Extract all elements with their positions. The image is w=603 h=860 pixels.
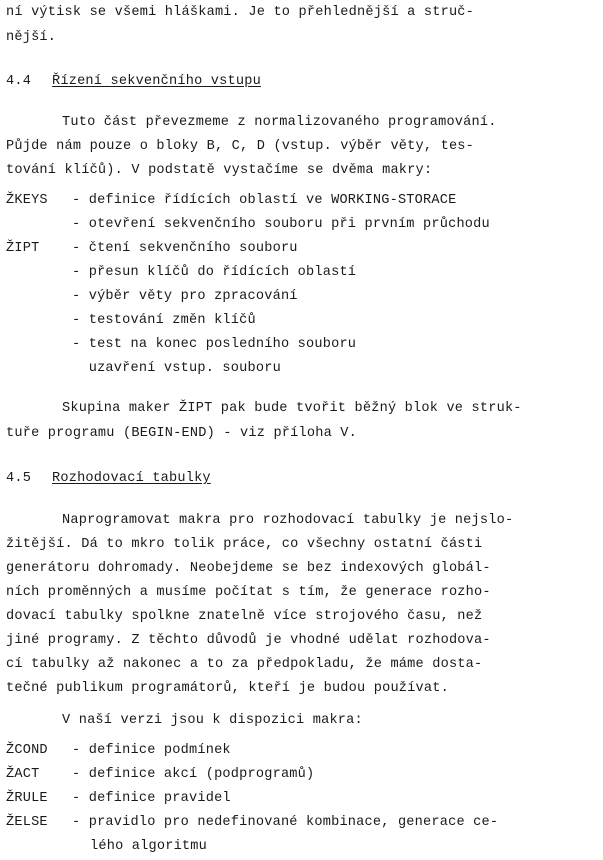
section-44-para-line-2: Půjde nám pouze o bloky B, C, D (vstup. výběr věty, tes- [6,139,475,154]
macro-keys-item-1: - definice řídících oblastí ve WORKING-STORACE [72,193,457,208]
macro-ipt-item-1: - čtení sekvenčního souboru [72,241,298,256]
section-45-para-line-3: generátoru dohromady. Neobejdeme se bez indexových globál- [6,561,491,576]
section-45-para-line-1: Naprogramovat makra pro rozhodovací tabulky je nejslo- [62,513,514,528]
macro-cond-desc: - definice podmínek [72,743,231,758]
section-45-para-line-4: ních proměnných a musíme počítat s tím, že generace rozho- [6,585,491,600]
macro-ipt-name: ŽIPT [6,241,40,256]
macro-ipt-item-3: - výběr věty pro zpracování [72,289,298,304]
macro-ipt-item-5: - test na konec posledního souboru [72,337,357,352]
macro-cond-name: ŽCOND [6,743,48,758]
section-45-lead: V naší verzi jsou k dispozici makra: [62,713,363,728]
section-44-para-line-1: Tuto část převezmeme z normalizovaného programování. [62,115,497,130]
section-45-para-line-7: cí tabulky až nakonec a to za předpokladu, že máme dosta- [6,657,483,672]
macro-ipt-item-4: - testování změn klíčů [72,313,256,328]
macro-act-desc: - definice akcí (podprogramů) [72,767,315,782]
section-44-para-line-3: tování klíčů). V podstatě vystačíme se dvěma makry: [6,163,433,178]
section-45-para-line-8: tečné publikum programátorů, kteří je budou používat. [6,681,449,696]
macro-else-desc: - pravidlo pro nedefinované kombinace, generace ce- [72,815,499,830]
macro-act-name: ŽACT [6,767,40,782]
macro-rule-desc: - definice pravidel [72,791,231,806]
macro-ipt-item-6: uzavření vstup. souboru [72,361,281,376]
section-45-para-line-6: jiné programy. Z těchto důvodů je vhodné udělat rozhodova- [6,633,491,648]
section-45-number: 4.5 [6,471,32,486]
intro-line-1: ní výtisk se všemi hláškami. Je to přehlednější a struč- [6,5,475,20]
macro-keys-item-2: - otevření sekvenčního souboru při prvním průchodu [72,217,490,232]
macro-keys-name: ŽKEYS [6,193,48,208]
section-44-summary-line-1: Skupina maker ŽIPT pak bude tvořit běžný blok ve struk- [62,401,522,416]
macro-else-desc-continued: lého algoritmu [90,839,208,854]
macro-ipt-item-2: - přesun klíčů do řídících oblastí [72,265,357,280]
macro-rule-name: ŽRULE [6,791,48,806]
section-44-summary-line-2: tuře programu (BEGIN-END) - viz příloha V. [6,426,358,441]
section-44-title: Řízení sekvenčního vstupu [52,74,261,89]
section-45-para-line-5: dovací tabulky spolkne znatelně více strojového času, než [6,609,483,624]
section-45-para-line-2: žitější. Dá to mkro tolik práce, co všechny ostatní části [6,537,483,552]
section-45-title: Rozhodovací tabulky [52,471,211,486]
macro-else-name: ŽELSE [6,815,48,830]
intro-line-2: nější. [6,30,57,45]
section-44-number: 4.4 [6,74,32,89]
